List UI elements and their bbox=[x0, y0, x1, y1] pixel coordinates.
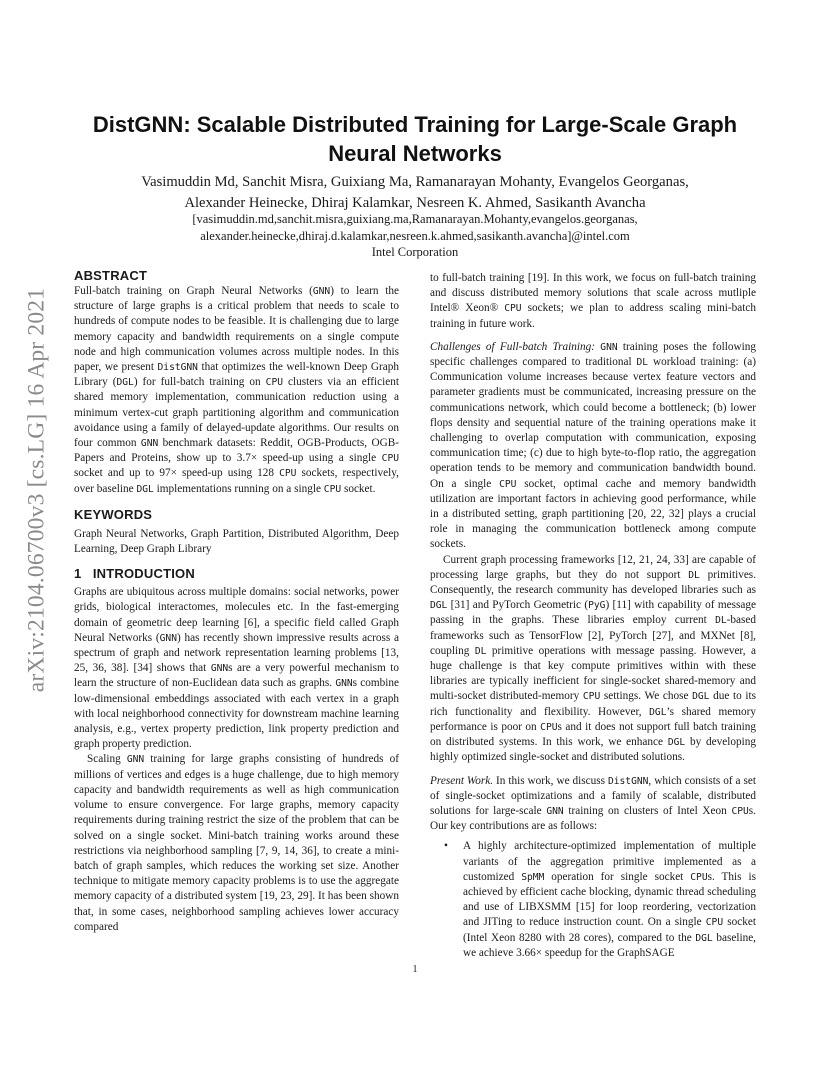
present-work-paragraph: Present Work. In this work, we discuss DistGNN, which consists of a set of single-socket optimizations and a family of scalable, distributed solutions for large-scale GNN training on clusters of Intel Xeon CPUs. Our key contributions are as follows: bbox=[430, 774, 756, 833]
left-column bbox=[74, 268, 399, 935]
intro-paragraph-3: to full-batch training [19]. In this work, we focus on full-batch training and discuss distributed memory solutions that scale across mutliple Intel® Xeon® CPU sockets; we plan to address scaling mini-batch training in future work. bbox=[430, 272, 756, 330]
intro-paragraph-1: Graphs are ubiquitous across multiple domains: social networks, power grids, biological interactomes, molecules etc. In the fast-emerging domain of geometric deep learning [6], a specific field called Graph Neural Networks (GNN) has recently shown impressive results across a spectrum of graph and network representation learning problems [13, 25, 36, 38]. [34] shows that GNNs are a very powerful mechanism to learn the structure of non-Euclidean data such as graphs. GNNs combine low-dimensional embeddings associated with each vertex in a graph with local neighborhood connectivity for downstream machine learning analysis, e.g., vertex property prediction, link property prediction and graph property prediction. bbox=[74, 586, 400, 751]
affiliation: Intel Corporation bbox=[371, 245, 459, 259]
list-item: • A highly architecture-optimized implementation of multiple variants of the aggregation primitive implemented as a customized SpMM operation for single socket CPUs. This is achieved by efficient cache blocking, dynamic thread scheduling and use of LIBXSMM [15] for loop reordering, vectorization and JITing to reduce instruction count. On a single CPU socket (Intel Xeon 8280 with 28 cores), compared to the DGL baseline, we achieve 3.66× speedup for the GraphSAGE bbox=[463, 839, 756, 961]
paper-title: DistGNN: Scalable Distributed Training for Large-Scale Graph Neural Networks bbox=[92, 112, 738, 166]
author-list bbox=[70, 172, 760, 213]
keywords-text: Graph Neural Networks, Graph Partition, Distributed Algorithm, Deep Learning, Deep Graph Library bbox=[74, 527, 399, 556]
introduction-heading: 1 INTRODUCTION bbox=[74, 566, 195, 582]
frameworks-paragraph: Current graph processing frameworks [12, 21, 24, 33] are capable of processing large graphs, but they do not support DL primitives. Consequently, the research community has developed libraries such as DGL [31] and PyTorch Geometric (PyG) [11] with capability of message passing in the graphs. These libraries employ current DL-based frameworks such as TensorFlow [2], PyTorch [27], and MXNet [8], coupling DL primitive operations with message passing. However, a huge challenge is that key compute primitives within with these libraries are typically inefficient for single-socket shared-memory and multi-socket distributed-memory CPU settings. We chose DGL due to its rich functionality and flexibility. However, DGL’s shared memory performance is poor on CPUs and it does not support full batch training on distributed systems. In this work, we enhance DGL by developing highly optimized single-socket and distributed solutions. bbox=[430, 553, 757, 764]
authors-line-1: Vasimuddin Md, Sanchit Misra, Guixiang Ma, Ramanarayan Mohanty, Evangelos Georganas, bbox=[141, 174, 689, 190]
page-number: 1 bbox=[412, 964, 418, 975]
intro-paragraph-2: Scaling GNN training for large graphs consisting of hundreds of millions of vertices and edges is a huge challenge, due to high memory capacity and bandwidth requirements as well as high communication volume to ensure convergence. For large graphs, memory capacity requirements during training restrict the size of the problem that can be solved on a single socket. Mini-batch training works around these restrictions via neighborhood sampling [7, 9, 14, 36], to create a mini-batch of graph samples, which reduces the working set size. Another technique to mitigate memory capacity problems is to use the aggregate memory capacity of a distributed system [19, 23, 29]. It has been shown that, in some cases, neighborhood sampling achieves lower accuracy compared bbox=[74, 753, 400, 933]
author-emails bbox=[70, 211, 760, 261]
emails-line-1: [vasimuddin.md,sanchit.misra,guixiang.ma,Ramanarayan.Mohanty,evangelos.georganas, bbox=[192, 212, 638, 226]
right-column bbox=[430, 271, 756, 961]
challenges-paragraph: Challenges of Full-batch Training: GNN training poses the following specific challenges compared to traditional DL workload training: (a) Communication volume increases because vertex feature vectors and parameter gradients must be communicated, increasing pressure on the communications network, which could become a bottleneck; (b) lower flops density and sequential nature of the training operations make it challenging to overlap computation with communication, exposing communication time; (c) due to high byte-to-flop ratio, the aggregation operation tends to be memory and communication bandwidth bound. On a single CPU socket, optimal cache and memory bandwidth utilization are important factors in achieving good performance, while in a distributed setting, graph partitioning [20, 22, 32] plays a crucial role in managing the communication bottleneck among compute sockets. bbox=[430, 340, 757, 551]
arxiv-identifier: arXiv:2104.06700v3 [cs.LG] 16 Apr 2021 bbox=[23, 287, 50, 693]
authors-line-2: Alexander Heinecke, Dhiraj Kalamkar, Nesreen K. Ahmed, Sasikanth Avancha bbox=[184, 194, 646, 211]
arxiv-sidebar bbox=[12, 287, 62, 693]
abstract-text: Full-batch training on Graph Neural Networks (GNN) to learn the structure of large graphs is a critical problem that needs to scale to hundreds of compute nodes to be feasible. It is challenging due to large memory capacity and bandwidth requirements on a single compute node and high communication volumes across multiple nodes. In this paper, we present DistGNN that optimizes the well-known Deep Graph Library (DGL) for full-batch training on CPU clusters via an efficient shared memory implementation, communication reduction using a minimum vertex-cut graph partitioning algorithm and communication avoidance using a family of delayed-update algorithms. Our results on four common GNN benchmark datasets: Reddit, OGB-Products, OGB-Papers and Proteins, show up to 3.7× speed-up using a single CPU socket and up to 97× speed-up using 128 CPU sockets, respectively, over baseline DGL implementations running on a single CPU socket. bbox=[74, 285, 400, 495]
keywords-heading: KEYWORDS bbox=[74, 506, 153, 522]
emails-line-2: alexander.heinecke,dhiraj.d.kalamkar,nesreen.k.ahmed,sasikanth.avancha]@intel.com bbox=[200, 228, 630, 243]
abstract-heading: ABSTRACT bbox=[74, 268, 148, 283]
contributions-list bbox=[430, 839, 756, 961]
